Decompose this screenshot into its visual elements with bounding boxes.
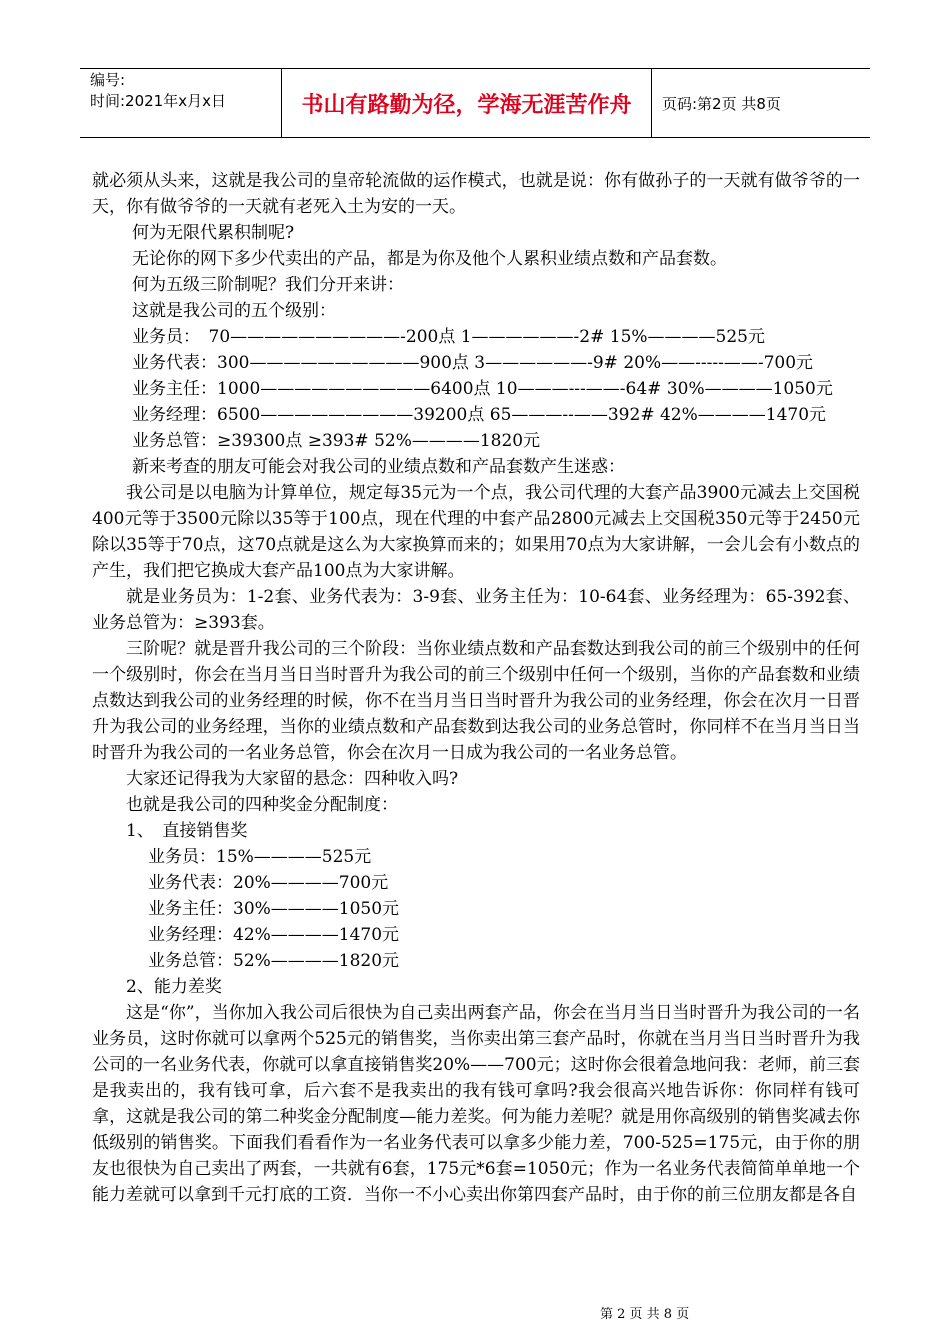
page-footer: 第 2 页 共 8 页 <box>600 1307 690 1322</box>
bonus-row: 业务代表：20%————700元 <box>148 873 389 893</box>
paragraph: 就必须从头来，这就是我公司的皇帝轮流做的运作模式，也就是说：你有做孙子的一天就有做爷爷的一天，你有做爷爷的一天就有老死入土为安的一天。 <box>92 171 860 217</box>
bonus-row: 业务员：15%————525元 <box>148 847 372 867</box>
paragraph: 大家还记得我为大家留的悬念：四种收入吗? <box>126 769 459 789</box>
bonus-row: 业务主任：30%————1050元 <box>148 899 400 919</box>
paragraph: 三阶呢？就是晋升我公司的三个阶段：当你业绩点数和产品套数达到我公司的前三个级别中的任何一个级别时，你会在当月当日当时晋升为我公司的前三个级别中任何一个级别，当你的产品套数和业绩点数达到我公司的业务经理的时候，你不在当月当日当时晋升为我公司的业务经理，你会在次月一日晋升为我公司的业务经理，当你的业绩点数和产品套数到达我公司的业务总管时，你同样不在当月当日当时晋升为我公司的一名业务总管，你会在次月一日成为我公司的一名业务总管。 <box>92 639 860 763</box>
paragraph: 何为五级三阶制呢？我们分开来讲： <box>132 275 404 295</box>
header-meta <box>80 69 282 137</box>
level-row: 业务主任：1000——————————6400点 10———---——-64# 30%————1050元 <box>132 379 833 399</box>
time-label: 时间:2021年x月x日 <box>90 92 226 110</box>
paragraph: 这是“你”，当你加入我公司后很快为自己卖出两套产品，你会在当月当日当时晋升为我公司的一名业务员，这时你就可以拿两个525元的销售奖，当你卖出第三套产品时，你就在当月当日当时晋升为我公司的一名业务代表，你就可以拿直接销售奖20%——700元；这时你会很着急地问我：老师，前三套是我卖出的，我有钱可拿，后六套不是我卖出的我有钱可拿吗?我会很高兴地告诉你：你同样有钱可拿，这就是我公司的第二种奖金分配制度—能力差奖。何为能力差呢？就是用你高级别的销售奖减去你低级别的销售奖。下面我们看看作为一名业务代表可以拿多少能力差，700-525=175元，由于你的朋友也很快为自己卖出了两套，一共就有6套，175元*6套=1050元；作为一名业务代表简简单单地一个能力差就可以拿到千元打底的工资．当你一不小心卖出你第四套产品时，由于你的前三位朋友都是各自 <box>92 1003 860 1205</box>
paragraph: 我公司是以电脑为计算单位，规定每35元为一个点，我公司代理的大套产品3900元减去上交国税400元等于3500元除以35等于100点，现在代理的中套产品2800元减去上交国税350元等于2450元除以35等于70点，这70点就是这么为大家换算而来的；如果用70点为大家讲解，一会儿会有小数点的产生，我们把它换成大套产品100点为大家讲解。 <box>92 483 860 581</box>
page-header <box>80 68 870 138</box>
header-page-info: 页码:第2页 共8页 <box>662 94 781 113</box>
section-heading: 2、能力差奖 <box>126 977 222 997</box>
document-body <box>92 168 860 1208</box>
header-motto: 书山有路勤为径，学海无涯苦作舟 <box>282 69 652 137</box>
paragraph: 无论你的网下多少代卖出的产品，都是为你及他个人累积业绩点数和产品套数。 <box>132 249 727 269</box>
paragraph: 也就是我公司的四种奖金分配制度： <box>126 795 398 815</box>
bonus-row: 业务经理：42%————1470元 <box>148 925 400 945</box>
section-heading: 1、 直接销售奖 <box>126 821 248 841</box>
code-label: 编号: <box>90 71 126 89</box>
paragraph: 何为无限代累积制呢? <box>132 223 295 243</box>
paragraph: 就是业务员为：1-2套、业务代表为：3-9套、业务主任为：10-64套、业务经理为：65-392套、业务总管为：≥393套。 <box>92 587 860 633</box>
bonus-row: 业务总管：52%————1820元 <box>148 951 400 971</box>
paragraph: 新来考查的朋友可能会对我公司的业绩点数和产品套数产生迷惑： <box>132 457 625 477</box>
paragraph: 这就是我公司的五个级别： <box>132 301 336 321</box>
level-row: 业务经理：6500—————————39200点 65———--——392# 42%————1470元 <box>132 405 827 425</box>
level-row: 业务总管：≥39300点 ≥393# 52%————1820元 <box>132 431 541 451</box>
level-row: 业务员： 70——————————-200点 1——————-2# 15%————525元 <box>132 327 765 347</box>
level-row: 业务代表：300——————————900点 3——————-9# 20%——-----——-700元 <box>132 353 814 373</box>
